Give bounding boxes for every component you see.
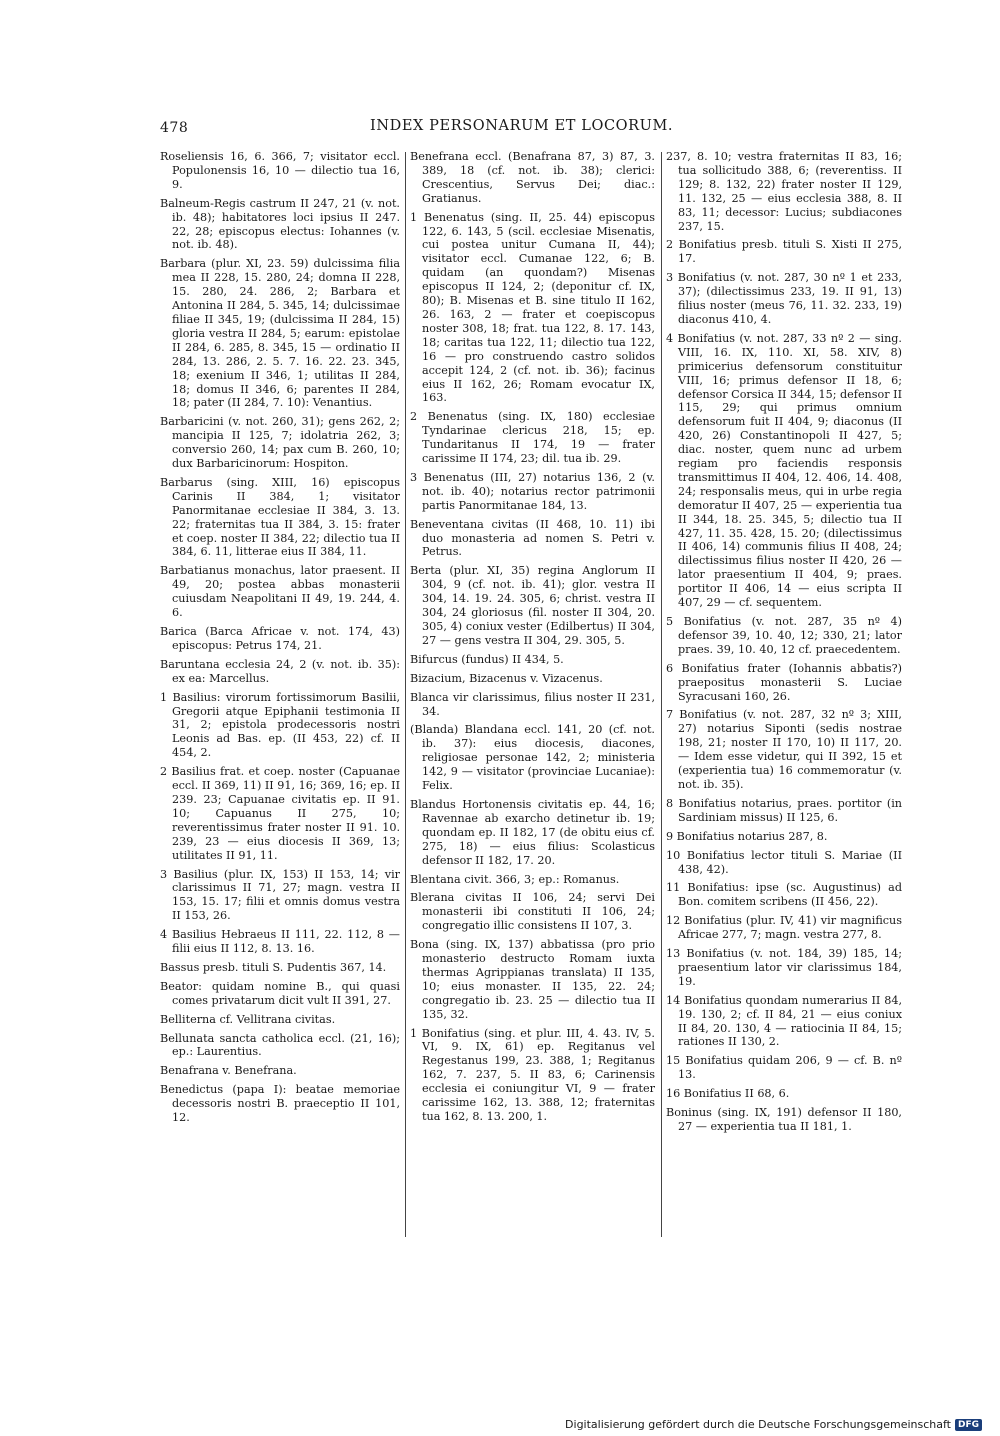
index-entry: Roseliensis 16, 6. 366, 7; visitator eccl. Populonensis 16, 10 — dilectio tua 16, 9. [160, 150, 400, 191]
index-entry: Blanca vir clarissimus, filius noster II 231, 34. [410, 690, 655, 718]
index-entry: Balneum-Regis castrum II 247, 21 (v. not. ib. 48); habitatores loci ipsius II 247. 22, 28; episcopus electus: Iohannes (v. not. ib. 48). [160, 196, 400, 252]
index-entry: Berta (plur. XI, 35) regina Anglorum II 304, 9 (cf. not. ib. 41); glor. vestra II 304, 14. 19. 24. 305, 6; christ. vestra II 304, 24 gloriosus (fil. noster II 304, 20. 305, 4) coniux vester (Edilbertus) II 304, 27 — gens vestra II 304, 29. 305, 5. [410, 564, 655, 647]
index-entry: 9 Bonifatius notarius 287, 8. [666, 829, 828, 843]
index-entry: Barbara (plur. XI, 23. 59) dulcissima filia mea II 228, 15. 280, 24; domna II 228, 15. 280, 24. 286, 2; Barbara et Antonina II 284, 5. 345, 14; dulcissimae filiae II 345, 19; (dulcissima II 284, 15) gloria vestra II 284, 5; earum: epistolae II 284, 6. 285, 8. 345, 15 — ordinatio II 284, 13. 286, 2. 5. 7. 16. 22. 23. 345, 18; exenium II 346, 1; utilitas II 284, 18; domus II 346, 6; parentes II 284, 18; pater (II 284, 7. 10): Venantius. [160, 257, 400, 410]
index-column-2 [410, 150, 655, 1129]
index-entry: Barbatianus monachus, lator praesent. II 49, 20; postea abbas monasterii cuiusdam Neapolitani II 49, 19. 244, 4. 6. [160, 564, 400, 620]
index-entry: 8 Bonifatius notarius, praes. portitor (in Sardiniam missus) II 125, 6. [666, 796, 902, 824]
index-entry: Blerana civitas II 106, 24; servi Dei monasterii ibi constituti II 106, 24; congregatio illic consistens II 107, 3. [410, 891, 655, 933]
index-entry: Blentana civit. 366, 3; ep.: Romanus. [410, 872, 620, 886]
column-rule-left [405, 152, 406, 1237]
index-entry: 4 Basilius Hebraeus II 111, 22. 112, 8 — filii eius II 112, 8. 13. 16. [160, 928, 400, 956]
dfg-logo: DFG [955, 1419, 982, 1431]
index-entry: 3 Bonifatius (v. not. 287, 30 nº 1 et 233, 37); (dilectissimus 233, 19. II 91, 13) filius noster (meus 76, 11. 32. 233, 19) diaconus 410, 4. [666, 271, 902, 326]
column-rule-right [661, 152, 662, 1237]
footer-credit-text: Digitalisierung gefördert durch die Deutsche Forschungsgemeinschaft [565, 1418, 951, 1431]
index-entry: Barbarus (sing. XIII, 16) episcopus Carinis II 384, 1; visitator Panormitanae ecclesiae II 384, 3. 13. 22; fraternitas tua II 384, 3. 15: frater et coep. noster II 384, 22; dilectio tua II 384, 6. 11, litterae eius II 384, 11. [160, 475, 400, 559]
index-entry: Boninus (sing. IX, 191) defensor II 180, 27 — experientia tua II 181, 1. [666, 1106, 902, 1133]
index-entry: 4 Bonifatius (v. not. 287, 33 nº 2 — sing. VIII, 16. IX, 110. XI, 58. XIV, 8) primicerius defensorum constituitur VIII, 16; primus defensor II 18, 6; defensor Corsica II 344, 15; defensor II 115, 29; qui primus omnium defensorum fuit II 404, 9; diaconus (II 420, 26) Constantinopoli II 427, 5; diac. noster, quem nunc ad urbem regiam pro faciendis responsis transmittimus II 404, 12. 406, 14. 408, 24; responsalis meus, qui in urbe regia demoratur II 407, 25 — experientia tua II 344, 18. 25. 345, 5; dilectio tua II 427, 11. 35. 428, 15. 20; (dilectissimus II 406, 14) communis filius II 408, 24; dilectissimus filius noster II 420, 26 — lator praesentium II 404, 9; praes. portitor II 406, 14 — eius scripta II 407, 29 — cf. sequentem. [666, 331, 902, 610]
index-entry: Bifurcus (fundus) II 434, 5. [410, 652, 564, 666]
index-entry: 13 Bonifatius (v. not. 184, 39) 185, 14; praesentium lator vir clarissimus 184, 19. [666, 947, 902, 988]
running-head: INDEX PERSONARUM ET LOCORUM. [370, 118, 674, 134]
index-entry: 2 Bonifatius presb. tituli S. Xisti II 275, 17. [666, 238, 902, 266]
index-entry: Beator: quidam nomine B., qui quasi comes privatarum dicit vult II 391, 27. [160, 979, 400, 1007]
index-entry: 14 Bonifatius quondam numerarius II 84, 19. 130, 2; cf. II 84, 21 — eius coniux II 84, 20. 130, 4 — ratiocinia II 84, 15; rationes II 130, 2. [666, 993, 902, 1049]
index-entry: 1 Basilius: virorum fortissimorum Basilii, Gregorii atque Epiphanii testimonia II 31, 2; epistola prodecessoris nostri Leonis ad Bas. ep. (II 453, 22) cf. II 454, 2. [160, 690, 400, 760]
index-entry: Barica (Barca Africae v. not. 174, 43) episcopus: Petrus 174, 21. [160, 625, 400, 652]
index-entry: 5 Bonifatius (v. not. 287, 35 nº 4) defensor 39, 10. 40, 12; 330, 21; lator praes. 39, 10. 40, 12 cf. praecedentem. [666, 615, 902, 656]
index-entry: 6 Bonifatius frater (Iohannis abbatis?) praepositus monasterii S. Luciae Syracusani 160, 26. [666, 661, 902, 703]
index-entry: Benedictus (papa I): beatae memoriae decessoris nostri B. praeceptio II 101, 12. [160, 1083, 400, 1125]
index-entry: (Blanda) Blandana eccl. 141, 20 (cf. not. ib. 37): eius diocesis, diacones, religiosae personae 142, 2; ministeria 142, 9 — visitator (provinciae Lucaniae): Felix. [410, 723, 655, 793]
index-entry: 10 Bonifatius lector tituli S. Mariae (II 438, 42). [666, 848, 902, 876]
index-entry: 3 Basilius (plur. IX, 153) II 153, 14; vir clarissimus II 71, 27; magn. vestra II 153, 15. 17; filii et omnis domus vestra II 153, 26. [160, 867, 400, 923]
index-entry: 1 Bonifatius (sing. et plur. III, 4. 43. IV, 5. VI, 9. IX, 61) ep. Regitanus vel Regestanus 199, 23. 388, 1; Regitanus 162, 7. 237, 5. II 83, 6; Carinensis ecclesia ei coniungitur VI, 9 — frater carissime 162, 13. 388, 12; fraternitas tua 162, 8. 13. 200, 1. [410, 1026, 655, 1123]
index-entry: Barbaricini (v. not. 260, 31); gens 262, 2; mancipia II 125, 7; idolatria 262, 3; conversio 260, 14; pax cum B. 260, 10; dux Barbaricinorum: Hospiton. [160, 415, 400, 471]
index-entry: Baruntana ecclesia 24, 2 (v. not. ib. 35): ex ea: Marcellus. [160, 657, 400, 685]
index-column-3 [666, 150, 902, 1139]
index-entry: 7 Bonifatius (v. not. 287, 32 nº 3; XIII, 27) notarius Siponti (sedis nostrae 198, 21; noster II 170, 10) II 117, 20. — Idem esse videtur, qui II 392, 15 et (experientia tua) 16 commemoratur (v. not. ib. 35). [666, 708, 902, 791]
index-entry: Bellunata sancta catholica eccl. (21, 16); ep.: Laurentius. [160, 1031, 400, 1059]
index-column-1 [160, 150, 400, 1130]
index-entry: 11 Bonifatius: ipse (sc. Augustinus) ad Bon. comitem scribens (II 456, 22). [666, 881, 902, 909]
footer-credit [565, 1418, 982, 1431]
index-entry: Bassus presb. tituli S. Pudentis 367, 14. [160, 960, 387, 974]
index-entry: 15 Bonifatius quidam 206, 9 — cf. B. nº 13. [666, 1054, 902, 1082]
index-entry: Beneventana civitas (II 468, 10. 11) ibi duo monasteria ad nomen S. Petri v. Petrus. [410, 517, 655, 559]
index-entry: 3 Benenatus (III, 27) notarius 136, 2 (v. not. ib. 40); notarius rector patrimonii partis Panormitanae 184, 13. [410, 470, 655, 512]
index-entry: Benefrana eccl. (Benafrana 87, 3) 87, 3. 389, 18 (cf. not. ib. 38); clerici: Crescentius, Servus Dei; diac.: Gratianus. [410, 150, 655, 205]
index-entry: 12 Bonifatius (plur. IV, 41) vir magnificus Africae 277, 7; magn. vestra 277, 8. [666, 914, 902, 942]
index-entry: Bizacium, Bizacenus v. Vizacenus. [410, 671, 603, 685]
index-entry: 16 Bonifatius II 68, 6. [666, 1087, 790, 1101]
page-number: 478 [160, 120, 189, 136]
index-entry: Bona (sing. IX, 137) abbatissa (pro prio monasterio destructo Romam iuxta thermas Agrippianas translata) II 135, 10; eius monaster. II 135, 22. 24; congregatio ib. 23. 25 — dilectio tua II 135, 32. [410, 938, 655, 1021]
index-entry: 2 Benenatus (sing. IX, 180) ecclesiae Tyndarinae clericus 218, 15; ep. Tundaritanus II 174, 19 — frater carissime II 174, 23; dil. tua ib. 29. [410, 410, 655, 466]
index-entry: Belliterna cf. Vellitrana civitas. [160, 1012, 336, 1026]
index-entry: 1 Benenatus (sing. II, 25. 44) episcopus 122, 6. 143, 5 (scil. ecclesiae Misenatis, cui postea unitur Cumana II, 44); visitator eccl. Cumanae 122, 6; B. quidam (an quondam?) Misenas episcopus II 124, 2; (deponitur cf. IX, 80); B. Misenas et B. sine titulo II 162, 26. 163, 2 — frater et coepiscopus noster 308, 18; frat. tua 122, 8. 17. 143, 18; caritas tua 122, 11; dilectio tua 122, 16 — pro construendo castro solidos accepit 124, 2 (cf. not. ib. 36); facinus eius II 162, 26; Romam evocatur IX, 163. [410, 210, 655, 405]
index-entry: 2 Basilius frat. et coep. noster (Capuanae eccl. II 369, 11) II 91, 16; 369, 16; ep. II 239. 23; Capuanae civitatis ep. II 91. 10; Capuanus II 275, 10; reverentissimus frater noster II 91. 10. 239, 23 — eius diocesis II 369, 13; utilitates II 91, 11. [160, 765, 400, 862]
index-entry: Blandus Hortonensis civitatis ep. 44, 16; Ravennae ab exarcho detinetur ib. 19; quondam ep. II 182, 17 (de obitu eius cf. 275, 18) — eius filius: Scolasticus defensor II 182, 17. 20. [410, 797, 655, 867]
index-entry: 237, 8. 10; vestra fraternitas II 83, 16; tua sollicitudo 388, 6; (reverentiss. II 129; 8. 132, 22) frater noster II 129, 11. 132, 25 — eius ecclesia 388, 8. II 83, 11; decessor: Lucius; subdiacones 237, 15. [666, 150, 902, 233]
index-entry: Benafrana v. Benefrana. [160, 1064, 297, 1078]
